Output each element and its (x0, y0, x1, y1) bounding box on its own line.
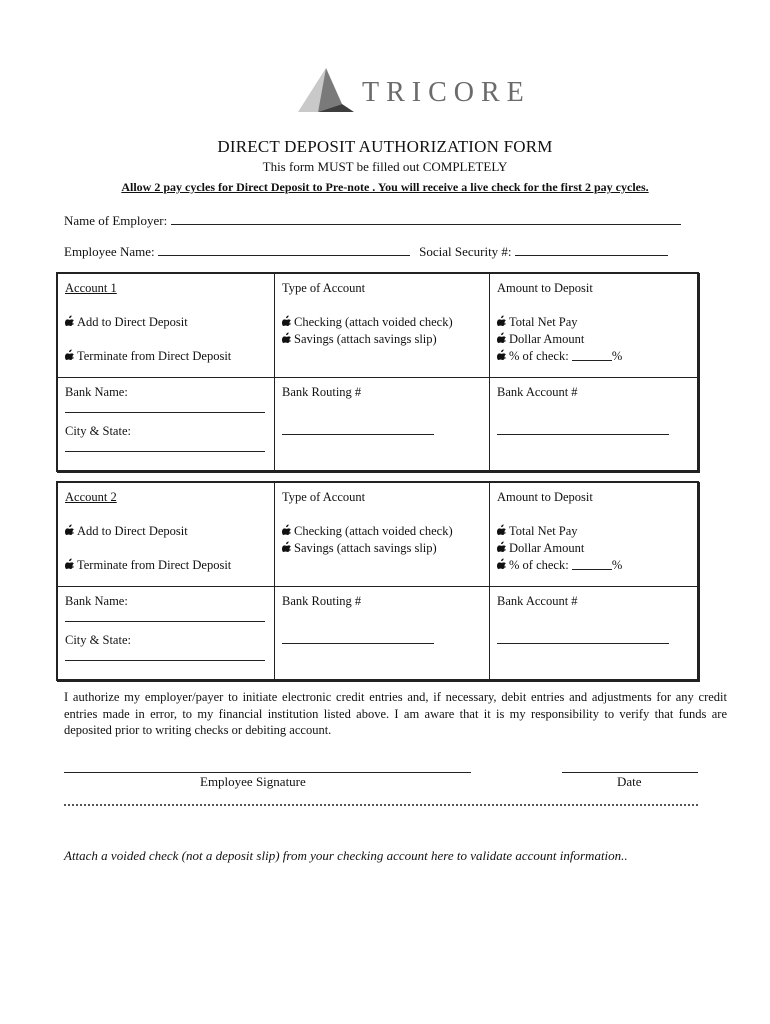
bank-name-input-line[interactable] (65, 613, 265, 622)
authorization-text: I authorize my employer/payer to initiate electronic credit entries and, if necessary, debit entries and adjustments for any credit entries made in error, to my financial institution listed above. I am aware that it is my responsibility to verify that funds are deposited prior to writing checks or debiting account. (64, 690, 727, 737)
amount-header: Amount to Deposit (497, 281, 593, 295)
account-1-table (56, 272, 699, 472)
total-net-option[interactable]: Total Net Pay (497, 314, 690, 331)
routing-label: Bank Routing # (282, 385, 362, 399)
apple-icon (497, 523, 509, 540)
add-option[interactable]: Add to Direct Deposit (65, 314, 267, 331)
apple-icon (497, 540, 509, 557)
apple-icon (282, 540, 294, 557)
ssn-label: Social Security #: (419, 244, 512, 259)
employee-input-line[interactable] (158, 245, 410, 256)
apple-icon (65, 523, 77, 540)
apple-icon (65, 314, 77, 331)
routing-input-line[interactable] (282, 635, 434, 644)
savings-option[interactable]: Savings (attach savings slip) (282, 331, 482, 348)
account-number-input-line[interactable] (497, 635, 669, 644)
apple-icon (65, 557, 77, 574)
employee-field (64, 244, 668, 260)
logo-wordmark: TRICORE (362, 77, 531, 108)
city-state-input-line[interactable] (65, 443, 265, 452)
account-number-label: Bank Account # (497, 594, 578, 608)
tricore-logo (296, 66, 531, 114)
account-2-table (56, 481, 699, 681)
employer-input-line[interactable] (171, 214, 681, 225)
routing-input-line[interactable] (282, 426, 434, 435)
terminate-option[interactable]: Terminate from Direct Deposit (65, 348, 267, 365)
percent-input-line[interactable] (572, 352, 612, 361)
apple-icon (65, 348, 77, 365)
bank-name-label: Bank Name: (65, 385, 128, 399)
attach-check-note: Attach a voided check (not a deposit slip) from your checking account here to validate account information.. (64, 848, 628, 863)
account-number-label: Bank Account # (497, 385, 578, 399)
employee-signature-line[interactable] (64, 772, 471, 773)
city-state-label: City & State: (65, 424, 131, 438)
form-title: DIRECT DEPOSIT AUTHORIZATION FORM (217, 137, 553, 156)
apple-icon (497, 348, 509, 365)
dotted-divider (64, 804, 698, 806)
employee-label: Employee Name: (64, 244, 155, 259)
apple-icon (282, 331, 294, 348)
total-net-option[interactable]: Total Net Pay (497, 523, 690, 540)
ssn-input-line[interactable] (515, 245, 668, 256)
bank-name-input-line[interactable] (65, 404, 265, 413)
city-state-label: City & State: (65, 633, 131, 647)
savings-option[interactable]: Savings (attach savings slip) (282, 540, 482, 557)
amount-header: Amount to Deposit (497, 490, 593, 504)
checking-option[interactable]: Checking (attach voided check) (282, 523, 482, 540)
type-header: Type of Account (282, 281, 366, 295)
add-option[interactable]: Add to Direct Deposit (65, 523, 267, 540)
apple-icon (497, 331, 509, 348)
percent-input-line[interactable] (572, 561, 612, 570)
account-number-input-line[interactable] (497, 426, 669, 435)
form-subtitle: This form MUST be filled out COMPLETELY (262, 159, 508, 174)
date-line[interactable] (562, 772, 698, 773)
bank-name-label: Bank Name: (65, 594, 128, 608)
apple-icon (497, 314, 509, 331)
city-state-input-line[interactable] (65, 652, 265, 661)
type-header: Type of Account (282, 490, 366, 504)
tricore-mountain-icon (296, 66, 358, 114)
checking-option[interactable]: Checking (attach voided check) (282, 314, 482, 331)
apple-icon (282, 523, 294, 540)
dollar-option[interactable]: Dollar Amount (497, 331, 690, 348)
terminate-option[interactable]: Terminate from Direct Deposit (65, 557, 267, 574)
employer-field (64, 213, 681, 229)
account-title: Account 1 (65, 281, 117, 295)
routing-label: Bank Routing # (282, 594, 362, 608)
percent-option[interactable]: % of check: % (497, 557, 690, 574)
employee-signature-label: Employee Signature (200, 774, 306, 789)
apple-icon (497, 557, 509, 574)
percent-option[interactable]: % of check: % (497, 348, 690, 365)
account-title: Account 2 (65, 490, 117, 504)
date-label: Date (617, 774, 642, 789)
dollar-option[interactable]: Dollar Amount (497, 540, 690, 557)
apple-icon (282, 314, 294, 331)
pre-note-notice: Allow 2 pay cycles for Direct Deposit to Pre-note . You will receive a live check for the first 2 pay cycles. (121, 180, 649, 194)
employer-label: Name of Employer: (64, 213, 168, 228)
